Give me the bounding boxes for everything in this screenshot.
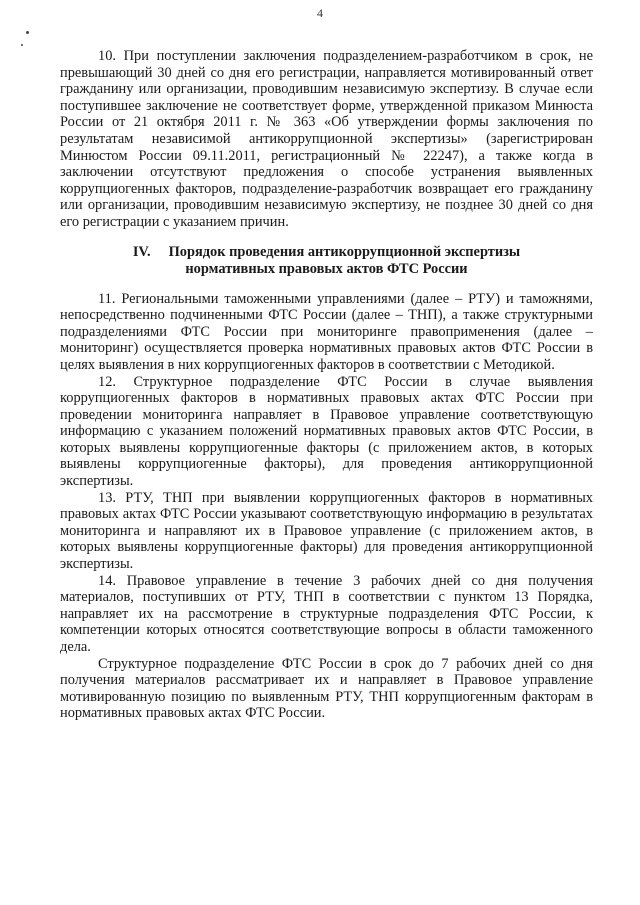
section-title-line2: нормативных правовых актов ФТС России [185, 260, 468, 277]
section-title-line1: Порядок проведения антикоррупционной экспертизы [168, 243, 521, 260]
scan-speck [21, 44, 23, 46]
paragraph-13: 13. РТУ, ТНП при выявлении коррупциогенных факторов в нормативных правовых актах ФТС России указывают соответствующую информацию в результатах мониторинга и направляют их в Правовое управление (с приложением актов, в которых выявлены коррупциогенные факторы) для проведения антикоррупционной экспертизы. [60, 489, 593, 573]
paragraph-14-continued: Структурное подразделение ФТС России в срок до 7 рабочих дней со дня получения материалов рассматривает их и направляет в Правовое управление мотивированную позицию по выявленным РТУ, ТНП коррупциогенным факторам в нормативных правовых актах ФТС России. [60, 655, 593, 722]
paragraph-12: 12. Структурное подразделение ФТС России в случае выявления коррупциогенных факторов в нормативных правовых актах ФТС России при проведении мониторинга направляет в Правовое управление соответствующую информацию с указанием положений нормативных правовых актов ФТС России, в которых выявлены коррупциогенные факторы (с приложением актов, в которых выявлены коррупциогенные факторы), для проведения антикоррупционной экспертизы. [60, 373, 593, 490]
paragraph-14: 14. Правовое управление в течение 3 рабочих дней со дня получения материалов, поступивших от РТУ, ТНП в соответствии с пунктом 13 Порядка, направляет их на рассмотрение в структурные подразделения ФТС России, к компетенции которых относятся соответствующие вопросы в области таможенного дела. [60, 572, 593, 655]
paragraph-10: 10. При поступлении заключения подразделением-разработчиком в срок, не превышающий 30 дней со дня его регистрации, направляется мотивированный ответ гражданину или организации, проводившим независимую экспертизу. В случае если поступившее заключение не соответствует форме, утвержденной приказом Минюста России от 21 октября 2011 г. № 363 «Об утверждении формы заключения по результатам независимой антикоррупционной экспертизы» (зарегистрирован Минюстом России 09.11.2011, регистрационный № 22247), а также когда в заключении отсутствуют предложения о способе устранения выявленных коррупциогенных факторов, подразделение-разработчик возвращает его гражданину или организации, проводившим независимую экспертизу, не позднее 30 дней со дня его регистрации с указанием причин. [60, 48, 593, 230]
section-heading [60, 244, 593, 278]
page-number: 4 [317, 6, 323, 20]
section-number: IV. [132, 243, 151, 260]
paragraph-11: 11. Региональными таможенными управлениями (далее – РТУ) и таможнями, непосредственно подчиненными ФТС России (далее – ТНП), а также структурными подразделениями ФТС России при мониторинге правоприменения (далее – мониторинг) осуществляется проверка нормативных правовых актов ФТС России в целях выявления в них коррупциогенных факторов в соответствии с Методикой. [60, 290, 593, 373]
scan-speck [26, 31, 29, 34]
document-body [60, 48, 593, 722]
